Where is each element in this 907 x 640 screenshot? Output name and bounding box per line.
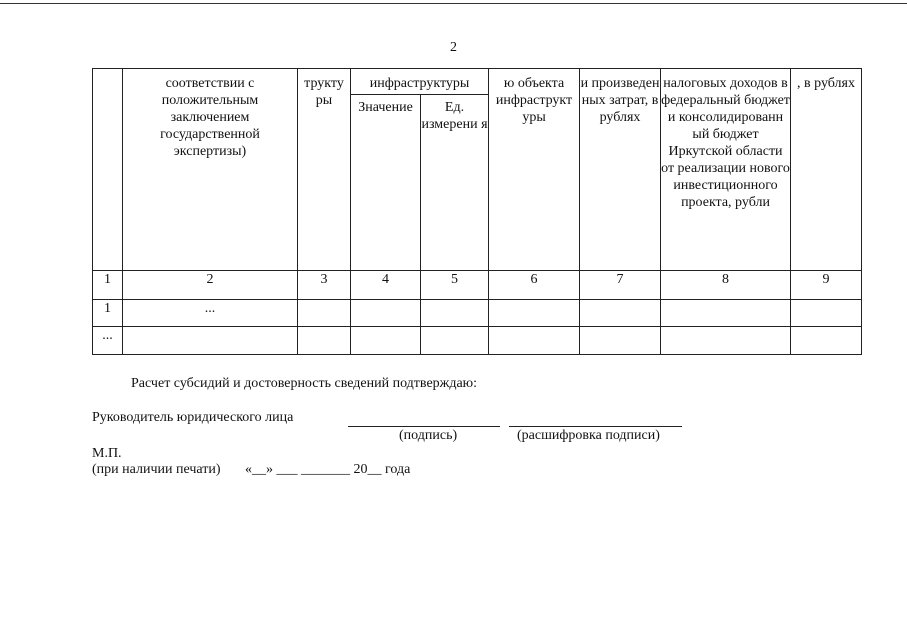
header-cell-1 — [93, 69, 123, 271]
table-cell — [351, 300, 421, 327]
col-number: 1 — [93, 271, 123, 300]
header-cell-4: Значение — [351, 95, 421, 271]
data-table — [92, 68, 862, 355]
table-header-row — [93, 69, 862, 95]
table-row — [93, 327, 862, 355]
header-cell-3: трукту ры — [298, 69, 351, 271]
scan-edge-line — [0, 3, 907, 4]
signature-line — [348, 426, 500, 427]
header-cell-8: налоговых доходов в федеральный бюджет и консолидированн ый бюджет Иркутской области от реализации нового инвестиционного проекта, рубли — [661, 69, 791, 271]
head-of-entity-label: Руководитель юридического лица — [92, 410, 294, 425]
confirmation-text: Расчет субсидий и достоверность сведений подтверждаю: — [131, 376, 478, 391]
table-cell — [580, 327, 661, 355]
date-line: «__» ___ _______ 20__ года — [245, 462, 411, 477]
header-cell-6: ю объекта инфраструкт уры — [489, 69, 580, 271]
row-index: ... — [93, 327, 123, 355]
table-row — [93, 300, 862, 327]
table-cell — [661, 327, 791, 355]
header-cell-7: и произведен ных затрат, в рублях — [580, 69, 661, 271]
table-cell — [661, 300, 791, 327]
col-number: 5 — [421, 271, 489, 300]
row-name: ... — [123, 300, 298, 327]
stamp-note: (при наличии печати) — [92, 462, 221, 477]
row-index: 1 — [93, 300, 123, 327]
table-cell — [489, 300, 580, 327]
table-cell — [791, 300, 862, 327]
signature-decoding-caption: (расшифровка подписи) — [517, 428, 660, 443]
col-number: 7 — [580, 271, 661, 300]
header-cell-9: , в рублях — [791, 69, 862, 271]
signature-caption: (подпись) — [399, 428, 458, 443]
header-cell-5: Ед. измерени я — [421, 95, 489, 271]
table-cell — [351, 327, 421, 355]
table-cell — [791, 327, 862, 355]
table-cell — [298, 327, 351, 355]
stamp-place-label: М.П. — [92, 446, 122, 461]
col-number: 3 — [298, 271, 351, 300]
table-numbering-row — [93, 271, 862, 300]
header-cell-2: соответствии с положительным заключением государственной экспертизы) — [123, 69, 298, 271]
table-cell — [298, 300, 351, 327]
table-cell — [421, 300, 489, 327]
col-number: 6 — [489, 271, 580, 300]
table-cell — [489, 327, 580, 355]
row-name — [123, 327, 298, 355]
page-number: 2 — [450, 40, 457, 55]
col-number: 2 — [123, 271, 298, 300]
col-number: 8 — [661, 271, 791, 300]
table-cell — [580, 300, 661, 327]
signature-decoding-line — [509, 426, 682, 427]
header-cell-group-45: инфраструктуры — [351, 69, 489, 95]
col-number: 9 — [791, 271, 862, 300]
table-cell — [421, 327, 489, 355]
col-number: 4 — [351, 271, 421, 300]
